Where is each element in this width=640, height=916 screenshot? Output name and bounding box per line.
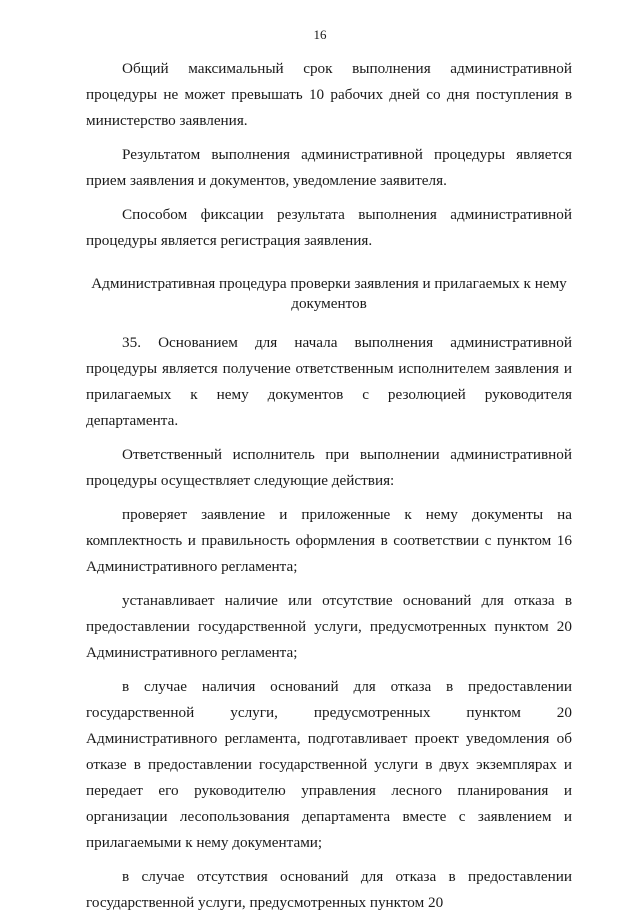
paragraph-fixation: Способом фиксации результата выполнения административной процедуры является регистрация заявления. [86, 206, 572, 249]
document-body [86, 56, 572, 916]
paragraph-case-refusal: в случае наличия оснований для отказа в предоставлении государственной услуги, предусмотренных пунктом 20 Административного регламента, подготавливает проект уведомления об отказе в предоставлении государственной услуги в двух экземплярах и передает его руководителю управления лесного планирования и организации лесопользования департамента вместе с заявлением и прилагаемыми к нему документами; [86, 678, 572, 851]
section-heading [86, 274, 572, 314]
paragraph-35-basis: 35. Основанием для начала выполнения административной процедуры является получение ответственным исполнителем заявления и прилагаемых к нему документов с резолюцией руководителя департамента. [86, 334, 572, 429]
paragraph-result: Результатом выполнения административной процедуры является прием заявления и документов, уведомление заявителя. [86, 146, 572, 189]
section-heading-line-2: документов [291, 295, 367, 312]
paragraph-grounds-for-refusal: устанавливает наличие или отсутствие оснований для отказа в предоставлении государственной услуги, предусмотренных пунктом 20 Административного регламента; [86, 592, 572, 661]
paragraph-executor-actions: Ответственный исполнитель при выполнении административной процедуры осуществляет следующие действия: [86, 446, 572, 489]
paragraph-case-no-refusal: в случае отсутствия оснований для отказа в предоставлении государственной услуги, предусмотренных пунктом 20 [86, 868, 572, 911]
page-number: 16 [313, 27, 327, 42]
paragraph-check-documents: проверяет заявление и приложенные к нему документы на комплектность и правильность оформления в соответствии с пунктом 16 Административного регламента; [86, 506, 572, 575]
section-heading-line-1: Административная процедура проверки заявления и прилагаемых к нему [91, 275, 567, 292]
paragraph-max-term: Общий максимальный срок выполнения административной процедуры не может превышать 10 рабочих дней со дня поступления в министерство заявления. [86, 60, 572, 129]
